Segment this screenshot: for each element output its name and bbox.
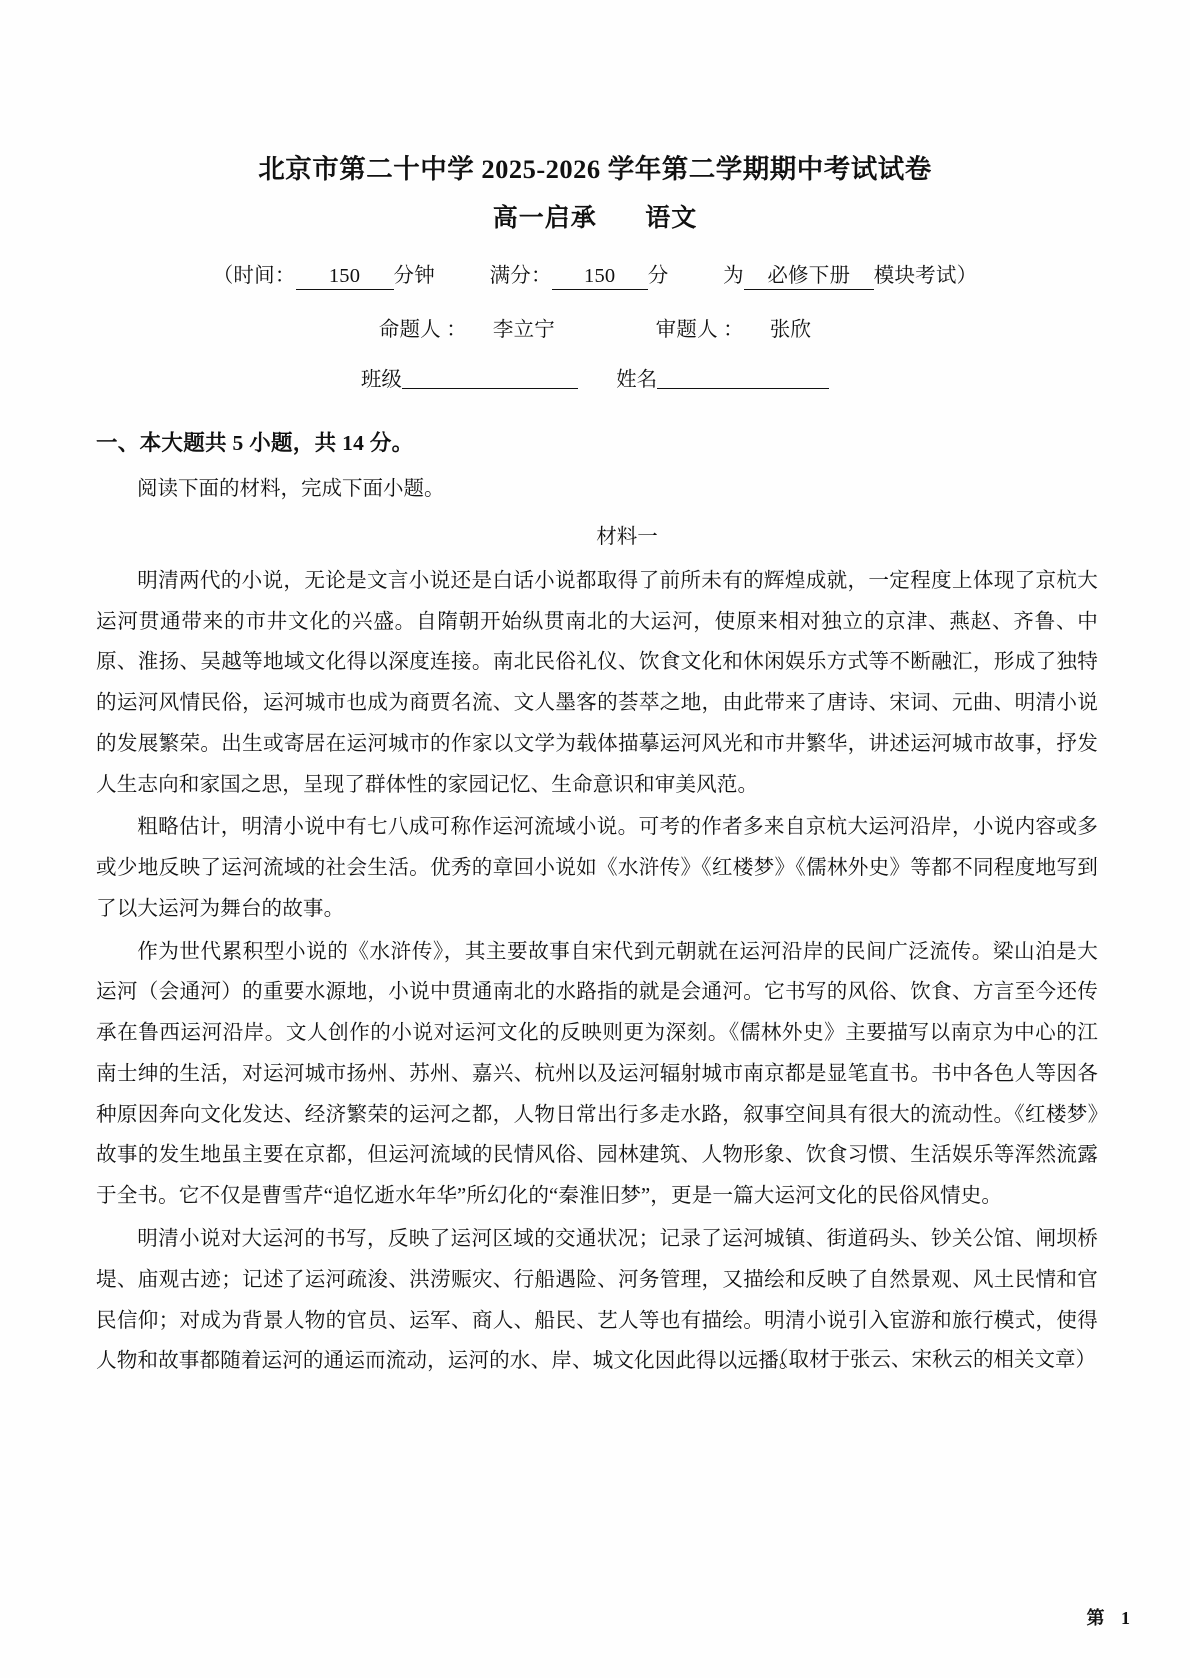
score-unit: 分	[647, 264, 669, 287]
time-label: （时间：	[212, 264, 296, 287]
time-value: 150	[296, 265, 394, 290]
section-instruction: 阅读下面的材料，完成下面小题。	[137, 477, 445, 500]
score-label: 满分：	[489, 264, 552, 287]
time-unit: 分钟	[393, 264, 435, 287]
class-label: 班级	[360, 368, 402, 391]
material-paragraph: 明清小说对大运河的书写，反映了运河区域的交通状况；记录了运河城镇、街道码头、钞关公馆、闸坝桥堤、庙观古迹；记述了运河疏浚、洪涝赈灾、行船遇险、河务管理，又描绘和反映了自然景观、风土民情和官民信仰；对成为背景人物的官员、运军、商人、船民、艺人等也有描绘。明清小说引入宦游和旅行模式，使得人物和故事都随着运河的通运而流动，运河的水、岸、城文化因此得以远播。	[96, 1228, 1098, 1373]
exam-authors-line	[0, 312, 1190, 342]
material-paragraph: 粗略估计，明清小说中有七八成可称作运河流域小说。可考的作者多来自京杭大运河沿岸，小说内容或多或少地反映了运河流域的社会生活。优秀的章回小说如《水浒传》《红楼梦》《儒林外史》等都不同程度地写到了以大运河为舞台的故事。	[96, 816, 1098, 920]
reviewer-name: 张欣	[769, 318, 812, 341]
material-label: 材料一	[596, 525, 658, 548]
name-label: 姓名	[616, 368, 658, 391]
reviewer-label: 审题人 ：	[655, 318, 744, 341]
module-prefix: 为	[723, 264, 744, 287]
page-title: 北京市第二十中学 2025-2026 学年第二学期期中考试试卷	[258, 154, 932, 184]
subject-label: 语文	[645, 204, 698, 232]
student-info-line	[0, 362, 1190, 392]
module-suffix: 模块考试）	[873, 264, 978, 287]
exam-meta-line	[0, 258, 1190, 290]
class-input-blank[interactable]	[402, 388, 578, 389]
exam-content	[96, 426, 1098, 1384]
material-paragraph: 明清两代的小说，无论是文言小说还是白话小说都取得了前所未有的辉煌成就，一定程度上体现了京杭大运河贯通带来的市井文化的兴盛。自隋朝开始纵贯南北的大运河，使原来相对独立的京津、燕赵、齐鲁、中原、淮扬、吴越等地域文化得以深度连接。南北民俗礼仪、饮食文化和休闲娱乐方式等不断融汇，形成了独特的运河风情民俗，运河城市也成为商贾名流、文人墨客的荟萃之地，由此带来了唐诗、宋词、元曲、明清小说的发展繁荣。出生或寄居在运河城市的作家以文学为载体描摹运河风光和市井繁华，讲述运河城市故事，抒发人生志向和家国之思，呈现了群体性的家园记忆、生命意识和审美风范。	[96, 569, 1098, 796]
page-label: 第	[1086, 1608, 1107, 1628]
setter-label: 命题人 ：	[378, 318, 467, 341]
material-paragraph: 作为世代累积型小说的《水浒传》，其主要故事自宋代到元朝就在运河沿岸的民间广泛流传。梁山泊是大运河（会通河）的重要水源地，小说中贯通南北的水路指的就是会通河。它书写的风俗、饮食、方言至今还传承在鲁西运河沿岸。文人创作的小说对运河文化的反映则更为深刻。《儒林外史》主要描写以南京为中心的江南士绅的生活，对运河城市扬州、苏州、嘉兴、杭州以及运河辐射城市南京都是显笔直书。书中各色人等因各种原因奔向文化发达、经济繁荣的运河之都，人物日常出行多走水路，叙事空间具有很大的流动性。《红楼梦》故事的发生地虽主要在京都，但运河流域的民情风俗、园林建筑、人物形象、饮食习惯、生活娱乐等浑然流露于全书。它不仅是曹雪芹“追忆逝水年华”所幻化的“秦淮旧梦”，更是一篇大运河文化的民俗风情史。	[96, 940, 1098, 1208]
name-input-blank[interactable]	[657, 388, 829, 389]
section-heading: 一、本大题共 5 小题，共 14 分。	[96, 430, 414, 455]
grade-label: 高一启承	[492, 204, 597, 232]
setter-name: 李立宁	[492, 318, 556, 341]
score-value: 150	[552, 265, 648, 290]
module-value: 必修下册	[744, 258, 874, 290]
source-attribution: （取材于张云、宋秋云的相关文章）	[768, 1349, 1096, 1372]
page-footer	[1087, 1604, 1133, 1630]
page-number: 1	[1121, 1608, 1132, 1628]
subject-line	[0, 198, 1190, 234]
